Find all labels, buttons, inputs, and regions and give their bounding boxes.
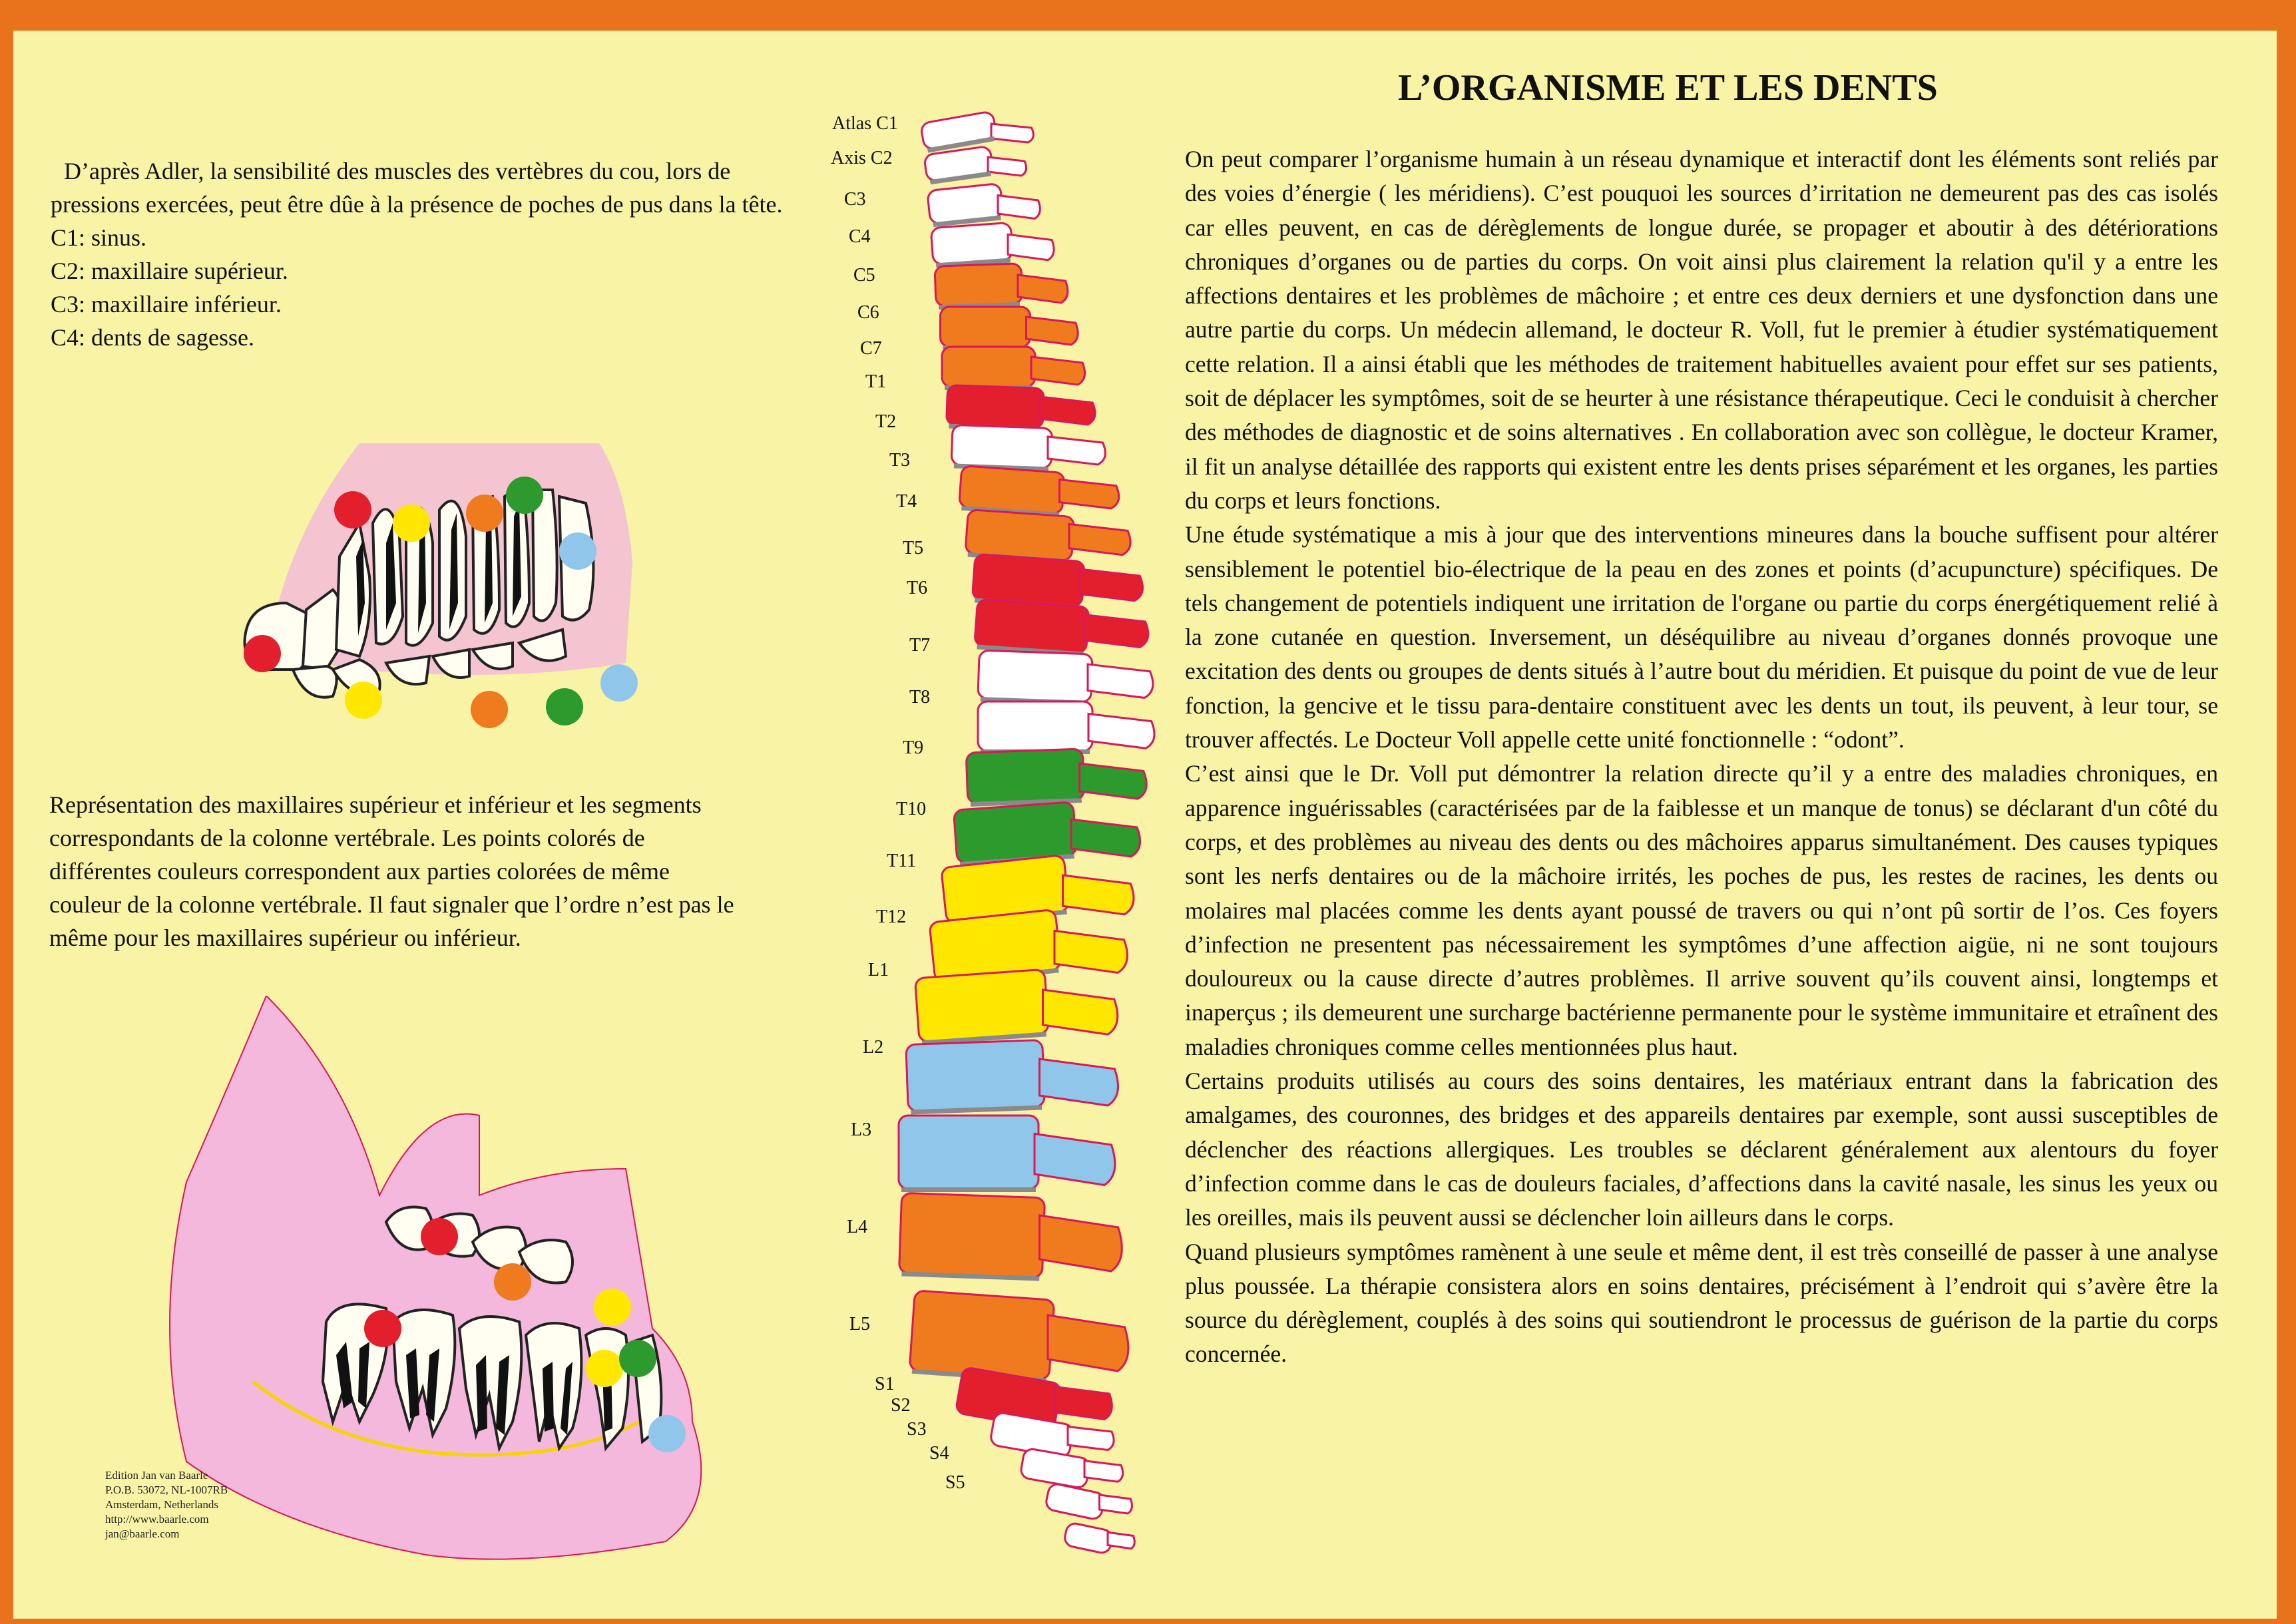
vertebra-body xyxy=(935,264,1023,307)
vertebra-label: T12 xyxy=(876,907,907,927)
vertebra-process xyxy=(1080,569,1143,601)
vertebra-process xyxy=(1088,664,1153,698)
vertebra-process xyxy=(1027,317,1078,345)
vertebra-l2 xyxy=(863,1037,1118,1114)
vertebra-process xyxy=(1034,1134,1115,1185)
vertebra-label: L4 xyxy=(847,1217,868,1237)
vertebra-label: S5 xyxy=(945,1472,965,1493)
publisher-website: http://www.baarle.com xyxy=(105,1513,209,1525)
vertebra-body xyxy=(899,1193,1044,1277)
vertebra-body xyxy=(966,749,1084,803)
vertebra-body xyxy=(942,347,1035,387)
vertebra-label: T7 xyxy=(909,635,931,656)
vertebra-process xyxy=(1054,1387,1112,1420)
vertebra-label: C5 xyxy=(853,265,875,286)
vertebra-label: S3 xyxy=(907,1419,927,1440)
vertebra-process xyxy=(1080,763,1147,799)
vertebra-process xyxy=(1063,875,1134,914)
vertebra-label: T3 xyxy=(889,450,911,471)
vertebra-process xyxy=(1108,1532,1134,1549)
vertebra-l1 xyxy=(868,960,1118,1045)
vertebra-body xyxy=(972,554,1084,606)
vertebra-body xyxy=(1063,1522,1114,1555)
vertebra-label: T8 xyxy=(909,687,931,708)
vertebra-t10 xyxy=(896,799,1140,867)
publisher-email: jan@baarle.com xyxy=(105,1527,180,1540)
vertebra-body xyxy=(941,307,1031,347)
vertebra-process xyxy=(991,124,1033,142)
vertebra-process xyxy=(1040,1059,1118,1106)
vertebra-body xyxy=(978,650,1092,702)
vertebra-body xyxy=(946,385,1044,428)
vertebra-body xyxy=(899,1116,1038,1189)
vertebra-body xyxy=(1020,1448,1090,1489)
vertebra-process xyxy=(1054,931,1127,973)
vertebra-label: T6 xyxy=(907,578,928,598)
vertebra-process xyxy=(1048,437,1105,465)
vertebra-c4 xyxy=(849,222,1054,268)
vertebra-l4 xyxy=(847,1193,1122,1281)
article-paragraph-1: On peut comparer l’organisme humain à un réseau dynamique et interactif dont les éléments sont reliés par des voies d’énergie ( les méridiens). C’est pouquoi les sources d’irritation ne demeurent pas des cas isolés car elles peuvent, en cas de dérèglements de longue durée, se propager et aboutir à des détériorations chroniques d’organes ou de parties du corps. On voit ainsi plus clairement la relation qu'il y a entre les affections dentaires et les problèmes de mâchoire ; et entre ces deux derniers et une dysfonction dans une autre partie du corps. Un médecin allemand, le docteur R. Voll, fut le premier à étudier systématiquement cette relation. Il a ainsi établi que les méthodes de traitement habituelles avaient pour effet sur ses patients, soit de déplacer les symptômes, soit de se heurter à une résistance thérapeutique. Ceci le conduisit à chercher des méthodes de diagnostic et de soins alternatives . En collaboration avec son collègue, le docteur Kramer, il fit un analyse détaillée des rapports qui existent entre les dents prises séparément et les organes, les parties du corps et leurs fonctions. xyxy=(1185,146,2219,514)
vertebra-label: L1 xyxy=(868,960,889,980)
vertebra-process xyxy=(1084,615,1148,648)
article-paragraph-2: Une étude systématique a mis à jour que des interventions mineures dans la bouche suffisent pour altérer sensiblement le potentiel bio-électrique de la peau en des zones et points (d’acupuncture) spécifiques. De tels changement de potentiels indiquent une irritation de l'organe ou partie du corps énergétiquement relié à la zone cutanée en question. Inversement, un déséquilibre au niveau d’organes donnés provoque une excitation des dents ou groupes de dents situés à l’autre bout du méridien. Et puisque du point de vue de leur fonction, la gencive et le tissu para-dentaire constituent avec les dents un tout, ils peuvent, à leur tour, se trouver affectés. Le Docteur Voll appelle cette unité fonctionnelle : “odont”. xyxy=(1185,521,2218,753)
vertebra-process xyxy=(1040,397,1095,425)
adler-intro: D’après Adler, la sensibilité des muscles des vertèbres du cou, lors de pressions exercées, peut être dûe à la présence de poches de pus dans la tête. xyxy=(51,158,783,218)
vertebra-body xyxy=(931,222,1013,264)
article-paragraph-3: C’est ainsi que le Dr. Voll put démontrer la relation directe qu’il y a entre des maladies chroniques, en apparence inguérissables (caractérisées par de la faiblesse et un manque de tonus) se déclarant d'un côté du corps, et des problèmes au niveau des dents ou des mâchoires apparus simultanément. Des causes typiques sont les nerfs dentaires ou de la mâchoire irrités, les poches de pus, les restes de racines, les dents ou molaires mal placées comme les dents ayant poussé de travers ou qui n’ont pû sortir de l’os. Ces foyers d’infection ne presentent pas nécessairement les symptômes d’une affection aigüe, ni ne sont toujours douloureux ou la cause directe d’autres problèmes. Il arrive souvent qu’ils couvent ainsi, longtemps et inaperçus ; ils demeurent une surcharge bactérienne permanente pour le système immunitaire et etraînent des maladies chroniques comme celles mentionnées plus haut. xyxy=(1185,760,2218,1060)
vertebra-label: L2 xyxy=(863,1037,884,1058)
vertebra-process xyxy=(1040,1215,1122,1271)
vertebra-process xyxy=(1060,480,1119,508)
vertebra-label: L3 xyxy=(851,1119,872,1140)
vertebra-label: T9 xyxy=(903,737,924,758)
article-paragraph-5: Quand plusieurs symptômes ramènent à une seule et même dent, il est très conseillé de passer à une analyse plus poussée. La thérapie consistera alors en soins dentaires, précisément à l’endroit qui s’avère être la source du dérèglement, couplés à des soins qui soutiendront le processus de guérison de la partie du corps concernée. xyxy=(1185,1238,2218,1368)
vertebra-body xyxy=(909,1291,1054,1380)
vertebra-label: T2 xyxy=(875,411,897,432)
jaw-representation-note: Représentation des maxillaires supérieur et inférieur et les segments correspondants de la colonne vertébrale. Les points colorés de différentes couleurs correspondent aux parties colorées de même couleur de la colonne vertébrale. Il faut signaler que l’ordre n’est pas le même pour les maxillaires supérieur ou inférieur. xyxy=(49,791,734,951)
poster xyxy=(13,31,2277,1619)
vertebra-process xyxy=(988,157,1027,176)
adler-item-c1: C1: sinus. xyxy=(51,224,147,251)
vertebra-label: S4 xyxy=(929,1443,949,1464)
vertebra-process xyxy=(1069,524,1130,555)
vertebra-body xyxy=(906,1040,1044,1111)
vertebra-process xyxy=(1068,1427,1114,1450)
vertebra-process xyxy=(1084,1461,1123,1482)
vertebra-label: S1 xyxy=(875,1374,895,1394)
adler-item-c3: C3: maxillaire inférieur. xyxy=(51,291,282,317)
vertebra-process xyxy=(1088,714,1154,749)
vertebra-body xyxy=(953,802,1076,863)
vertebra-c5 xyxy=(853,264,1068,309)
vertebra-process xyxy=(1071,819,1140,857)
vertebra-process xyxy=(1100,1495,1132,1514)
intervertebral-disc xyxy=(901,1187,1036,1192)
vertebra-label: T11 xyxy=(887,851,917,871)
main-article xyxy=(1185,142,2218,1372)
vertebra-label: C3 xyxy=(844,189,866,210)
vertebra-label: T4 xyxy=(896,491,917,512)
vertebra-body xyxy=(965,509,1074,560)
publisher-pob: P.O.B. 53072, NL-1007RB xyxy=(105,1484,228,1496)
vertebra-process xyxy=(1008,234,1054,260)
adler-item-c2: C2: maxillaire supérieur. xyxy=(51,258,288,284)
vertebra-process xyxy=(1043,990,1118,1034)
vertebra-body xyxy=(915,969,1048,1042)
vertebra-process xyxy=(1048,1315,1128,1371)
adler-item-c4: C4: dents de sagesse. xyxy=(51,324,254,351)
vertebra-label: Axis C2 xyxy=(831,148,893,168)
vertebra-body xyxy=(1044,1483,1105,1521)
vertebra-label: C4 xyxy=(849,226,871,247)
vertebra-body xyxy=(975,599,1089,654)
page-title: L’ORGANISME ET LES DENTS xyxy=(1398,67,1938,108)
vertebra-body xyxy=(978,702,1092,751)
vertebra-label: T10 xyxy=(896,799,927,819)
vertebra-label: T1 xyxy=(865,371,887,392)
vertebra-process xyxy=(1031,357,1085,385)
vertebra-label: T5 xyxy=(903,538,924,558)
publisher-name: Edition Jan van Baarle xyxy=(105,1469,208,1482)
vertebra-c7 xyxy=(860,338,1085,390)
vertebra-label: C7 xyxy=(860,338,882,359)
vertebra-label: Atlas C1 xyxy=(832,113,898,134)
publisher-city: Amsterdam, Netherlands xyxy=(105,1498,218,1511)
article-paragraph-4: Certains produits utilisés au cours des soins dentaires, les matériaux entrant dans la fabrication des amalgames, des couronnes, des bridges et des appareils dentaires par exemple, sont aussi susceptibles de déclencher des réactions allergiques. Les troubles se déclarent généralement aux alentours du foyer d’infection comme dans le cas de douleurs faciales, d’affections dans la cavité nasale, les sinus les yeux ou les oreilles, mais ils peuvent aussi se déclencher loin ailleurs dans le corps. xyxy=(1185,1068,2218,1231)
vertebra-atlas-c1 xyxy=(832,111,1033,153)
vertebra-l3 xyxy=(851,1116,1115,1192)
vertebra-label: L5 xyxy=(849,1314,871,1334)
vertebra-process xyxy=(1018,275,1068,303)
vertebra-c6 xyxy=(857,302,1078,350)
vertebra-process xyxy=(998,196,1040,219)
vertebra-s5 xyxy=(945,1472,1134,1554)
vertebra-body xyxy=(951,425,1052,468)
vertebra-label: S2 xyxy=(891,1395,911,1416)
vertebra-l5 xyxy=(849,1291,1128,1383)
vertebra-c3 xyxy=(844,183,1040,227)
vertebra-label: C6 xyxy=(857,302,879,323)
